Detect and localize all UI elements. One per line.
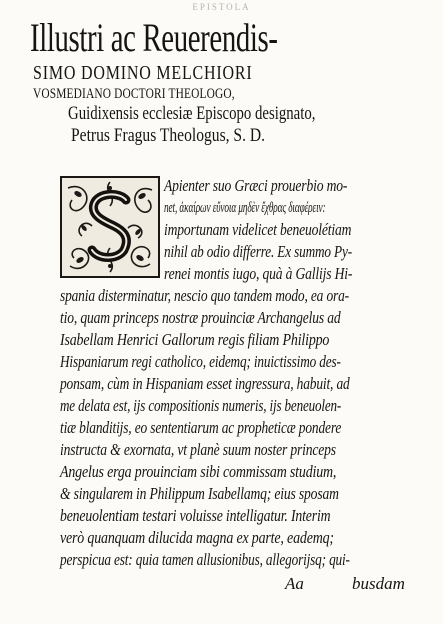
text-line: ponsam, cùm in Hispaniam esset ingressura, habuit, ad xyxy=(60,374,350,393)
text-line: Isabellam Henrici Gallorum regis filiam Philippo xyxy=(60,330,330,349)
text-line: renei montis iugo, quà à Gallijs Hi- xyxy=(164,264,353,283)
text-line: Angelus erga prouinciam sibi commissam studium, xyxy=(60,462,337,481)
signature-mark: Aa xyxy=(285,574,304,593)
title-line-1: Illustri ac Reuerendis- xyxy=(30,15,278,60)
text-line: nihil ab odio differre. Ex summo Py- xyxy=(164,242,352,261)
text-line: & singularem in Philippum Isabellamq; eius sposam xyxy=(60,484,339,503)
text-line: tiæ blanditijs, eo sententiarum ac propheticæ pondere xyxy=(60,418,342,437)
running-head: EPISTOLA xyxy=(192,2,251,12)
text-line: net, ἀκαίρων εὔνοια μηδὲν ἔχθρας διαφέρειν: xyxy=(164,200,326,216)
text-line: instructa & exornata, vt planè suum noster princeps xyxy=(60,440,336,459)
title-line-3: VOSMEDIANO DOCTORI THEOLOGO, xyxy=(33,86,235,102)
title-line-4: Guidixensis ecclesiæ Episcopo designato, xyxy=(68,104,316,124)
text-line: spania disterminatur, nescio quo tandem modo, ea ora- xyxy=(60,286,349,305)
title-line-5: Petrus Fragus Theologus, S. D. xyxy=(71,125,266,146)
text-line: me delata est, ijs compositionis numeris, ijs beneuolen- xyxy=(60,396,342,415)
text-line: importunam videlicet beneuolétiam xyxy=(164,220,352,239)
text-line: Apienter suo Græci prouerbio mo- xyxy=(164,176,348,195)
catchword: busdam xyxy=(352,574,405,593)
text-line: verò quanquam dilucida magna ex parte, eademq; xyxy=(60,528,334,547)
decorated-initial-s-icon xyxy=(60,176,160,278)
text-line: Hispaniarum regi catholico, eidemq; inuictissimo des- xyxy=(60,352,341,371)
title-line-2: SIMO DOMINO MELCHIORI xyxy=(33,62,253,84)
ornamental-initial-artwork xyxy=(62,178,158,276)
text-line: perspicua est: quia tamen allusionibus, allegorijsq; qui- xyxy=(60,550,350,569)
text-line: tio, quam princeps nostræ prouinciæ Archangelus ad xyxy=(60,308,341,327)
text-line: beneuolentiam testari voluisse intelligatur. Interim xyxy=(60,506,331,525)
